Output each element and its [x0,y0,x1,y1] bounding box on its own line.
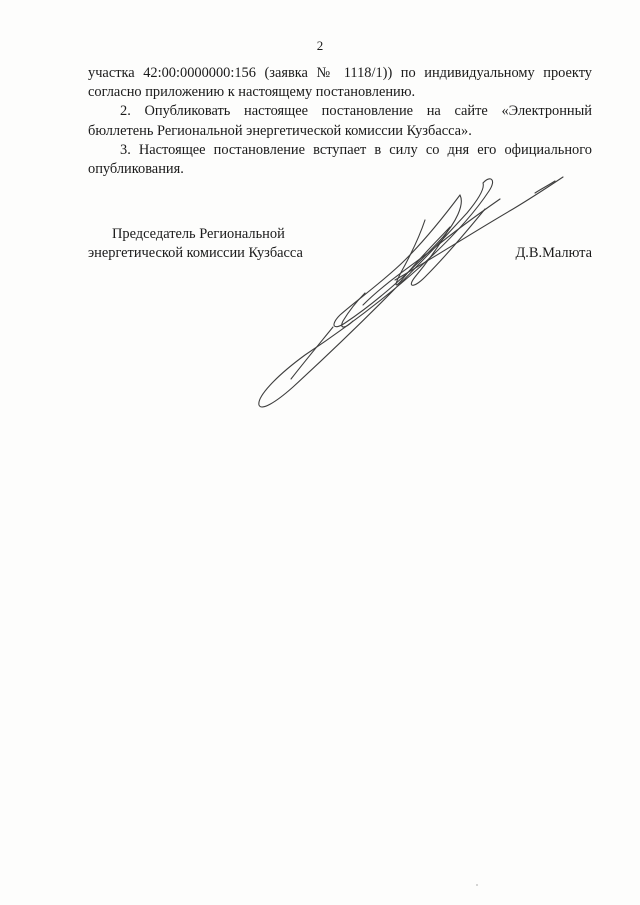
paragraph-line: опубликования. [88,161,184,178]
signer-title-line-1: Председатель Региональной [112,226,285,242]
paragraph-item-3 [88,141,592,179]
document-body [88,64,592,179]
paragraph-line: 2. Опубликовать настоящее постановление на сайте «Электронный [120,103,592,120]
handwritten-signature [245,165,575,415]
paragraph-item-2 [88,102,592,140]
signer-name: Д.В.Малюта [515,245,592,262]
scan-artifact-dot [476,884,478,886]
page-number: 2 [316,38,324,53]
paragraph-line: участка 42:00:0000000:156 (заявка № 1118/1)) по индивидуальному проекту [88,65,592,81]
paragraph-line: согласно приложению к настоящему постановлению. [88,84,416,101]
paragraph-line: бюллетень Региональной энергетической комиссии Кузбасса». [88,122,472,139]
paragraph-line: 3. Настоящее постановление вступает в силу со дня его официального [120,141,592,158]
signer-block [88,225,592,263]
paragraph-continuation [88,64,592,102]
signer-title-line-2: энергетической комиссии Кузбасса [88,245,303,262]
